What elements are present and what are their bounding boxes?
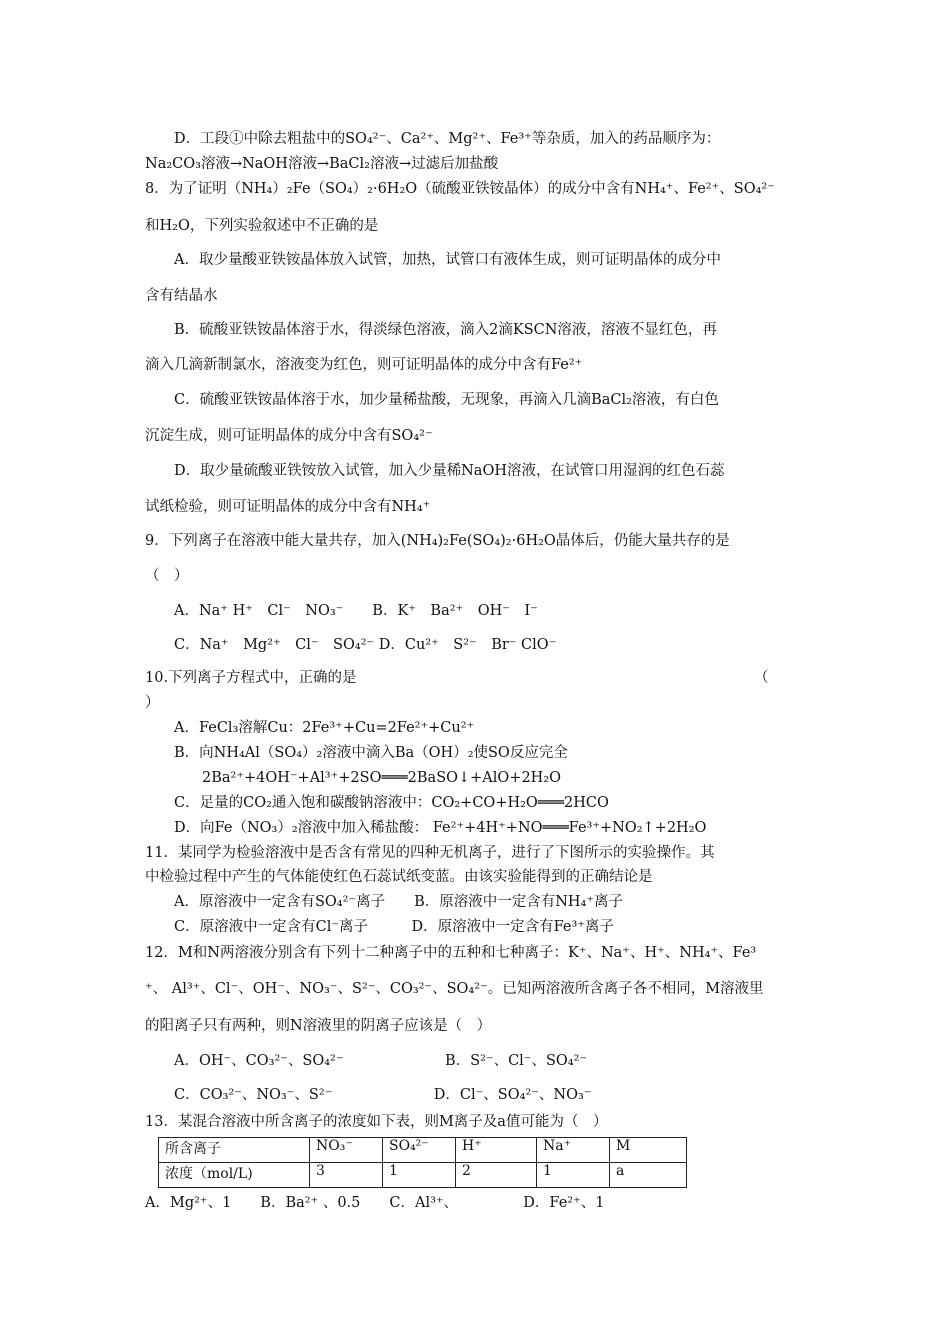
text-line: D．向Fe（NO₃）₂溶液中加入稀盐酸： Fe²⁺+4H⁺+NO═══Fe³⁺+NO₂↑+2H₂O — [174, 820, 707, 836]
text-line: ） — [145, 695, 160, 711]
table-cell: 1 — [537, 1163, 610, 1188]
table-cell: 1 — [383, 1163, 456, 1188]
text-line: 10.下列离子方程式中，正确的是 — [145, 670, 357, 686]
text-line: D．工段①中除去粗盐中的SO₄²⁻、Ca²⁺、Mg²⁺、Fe³⁺等杂质，加入的药品顺序为： — [174, 131, 721, 147]
text-line: ⁺、 Al³⁺、Cl⁻、OH⁻、NO₃⁻、S²⁻、CO₃²⁻、SO₄²⁻。已知两溶液所含离子各不相同，M溶液里 — [145, 981, 764, 997]
text-line: A．取少量酸亚铁铵晶体放入试管，加热，试管口有液体生成，则可证明晶体的成分中 — [174, 252, 721, 268]
text-line: A．FeCl₃溶解Cu：2Fe³⁺+Cu=2Fe²⁺+Cu²⁺ — [174, 720, 475, 736]
text-line: （ — [754, 670, 769, 686]
table-cell: Na⁺ — [537, 1138, 610, 1163]
text-line: A．OH⁻、CO₃²⁻、SO₄²⁻ B．S²⁻、Cl⁻、SO₄²⁻ — [174, 1053, 588, 1069]
table-header-row — [159, 1138, 687, 1163]
table-cell: M — [610, 1138, 687, 1163]
text-line: 12．M和N两溶液分别含有下列十二种离子中的五种和七种离子：K⁺、Na⁺、H⁺、NH₄⁺、Fe³ — [145, 945, 757, 961]
table-cell: 2 — [456, 1163, 537, 1188]
table-cell: SO₄²⁻ — [383, 1138, 456, 1163]
text-line: 试纸检验，则可证明晶体的成分中含有NH₄⁺ — [145, 499, 431, 515]
text-line: D．取少量硫酸亚铁铵放入试管，加入少量稀NaOH溶液，在试管口用湿润的红色石蕊 — [174, 463, 725, 479]
text-line: 含有结晶水 — [145, 288, 218, 304]
text-line: C．原溶液中一定含有Cl⁻离子 D．原溶液中一定含有Fe³⁺离子 — [174, 919, 614, 935]
text-line: C．Na⁺ Mg²⁺ Cl⁻ SO₄²⁻ D．Cu²⁺ S²⁻ Br⁻ ClO⁻ — [174, 637, 557, 653]
text-line: C．硫酸亚铁铵晶体溶于水，加少量稀盐酸，无现象，再滴入几滴BaCl₂溶液，有白色 — [174, 392, 719, 408]
table-cell: 所含离子 — [159, 1138, 310, 1163]
text-line: C．足量的CO₂通入饱和碳酸钠溶液中：CO₂+CO+H₂O═══2HCO — [174, 795, 609, 811]
text-line: B．硫酸亚铁铵晶体溶于水，得淡绿色溶液，滴入2滴KSCN溶液，溶液不显红色，再 — [174, 322, 717, 338]
text-line: 9．下列离子在溶液中能大量共存，加入(NH₄)₂Fe(SO₄)₂·6H₂O晶体后，仍能大量共存的是 — [145, 533, 730, 549]
text-line: 2Ba²⁺+4OH⁻+Al³⁺+2SO═══2BaSO↓+AlO+2H₂O — [202, 770, 562, 786]
text-line: 和H₂O，下列实验叙述中不正确的是 — [145, 218, 379, 234]
text-line: B．向NH₄Al（SO₄）₂溶液中滴入Ba（OH）₂使SO反应完全 — [174, 745, 568, 761]
text-line: A．原溶液中一定含有SO₄²⁻离子 B．原溶液中一定含有NH₄⁺离子 — [174, 894, 624, 910]
text-line: 8．为了证明（NH₄）₂Fe（SO₄）₂·6H₂O（硫酸亚铁铵晶体）的成分中含有NH₄⁺、Fe²⁺、SO₄²⁻ — [145, 181, 775, 197]
ion-concentration-table — [158, 1137, 687, 1188]
text-line: 13．某混合溶液中所含离子的浓度如下表，则M离子及a值可能为（ ） — [145, 1114, 608, 1130]
text-line: 沉淀生成，则可证明晶体的成分中含有SO₄²⁻ — [145, 428, 433, 444]
text-line: 中检验过程中产生的气体能使红色石蕊试纸变蓝。由该实验能得到的正确结论是 — [145, 869, 653, 885]
table-cell: 浓度（mol/L) — [159, 1163, 310, 1188]
text-line: 滴入几滴新制氯水，溶液变为红色，则可证明晶体的成分中含有Fe²⁺ — [145, 357, 583, 373]
text-line: 的阳离子只有两种，则N溶液里的阴离子应该是（ ） — [145, 1018, 492, 1034]
text-line: C．CO₃²⁻、NO₃⁻、S²⁻ D．Cl⁻、SO₄²⁻、NO₃⁻ — [174, 1087, 592, 1103]
table-cell: NO₃⁻ — [310, 1138, 383, 1163]
text-line: A．Mg²⁺、1 B．Ba²⁺ 、0.5 C．Al³⁺、 D．Fe²⁺、1 — [145, 1195, 605, 1211]
text-line: Na₂CO₃溶液→NaOH溶液→BaCl₂溶液→过滤后加盐酸 — [145, 156, 499, 172]
table-cell: 3 — [310, 1163, 383, 1188]
table-cell: a — [610, 1163, 687, 1188]
text-line: 11．某同学为检验溶液中是否含有常见的四种无机离子，进行了下图所示的实验操作。其 — [145, 845, 715, 861]
table-cell: H⁺ — [456, 1138, 537, 1163]
text-line: （ ） — [145, 568, 189, 584]
text-line: A．Na⁺ H⁺ Cl⁻ NO₃⁻ B．K⁺ Ba²⁺ OH⁻ I⁻ — [174, 603, 538, 619]
table-row — [159, 1163, 687, 1188]
